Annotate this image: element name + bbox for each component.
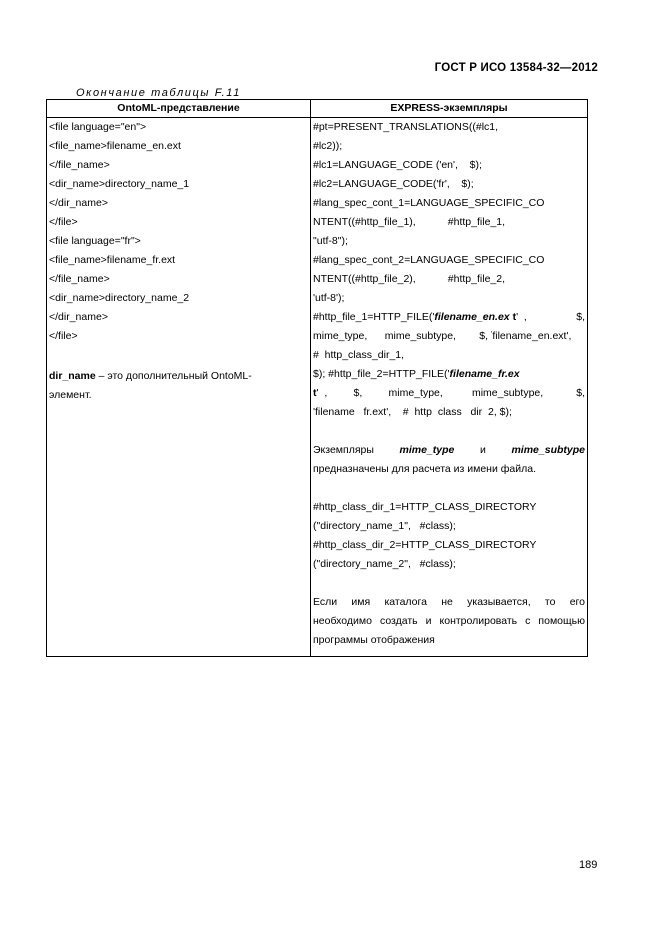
table-header-row xyxy=(47,100,588,118)
express-line: 'utf-8'); xyxy=(313,292,345,304)
express-sup: ' xyxy=(490,331,493,338)
express-line: #lang_spec_cont_1=LANGUAGE_SPECIFIC_CO xyxy=(313,197,545,209)
xml-line: </file_name> xyxy=(49,273,110,285)
mime-type-term: mime_type xyxy=(399,444,455,456)
express-text: ' , $, mime_type, mime_subtype, xyxy=(316,387,544,399)
express-line: NTENT((#http_file_1), #http_file_1, xyxy=(313,216,505,228)
express-line: "utf-8"); xyxy=(313,235,348,247)
express-line: #http_class_dir_2=HTTP_CLASS_DIRECTORY xyxy=(313,539,537,551)
xml-line: <file_name>filename_fr.ext xyxy=(49,254,176,266)
directory-note-line: Если имя каталога не указывается, то его xyxy=(313,596,585,608)
column-header-ontoml: OntoML-представление xyxy=(47,100,311,118)
ontoml-cell xyxy=(47,118,311,657)
page-number: 189 xyxy=(579,859,598,871)
note-text: – это дополнительный OntoML- xyxy=(95,370,252,382)
express-text: #http_file_1=HTTP_FILE(' xyxy=(313,311,435,323)
xml-line: <file language="en"> xyxy=(49,121,147,133)
express-line: NTENT((#http_file_2), #http_file_2, xyxy=(313,273,505,285)
express-text: mime_type, mime_subtype, $, xyxy=(313,330,491,342)
express-cell xyxy=(311,118,588,657)
express-line: #lang_spec_cont_2=LANGUAGE_SPECIFIC_CO xyxy=(313,254,545,266)
directory-note-line: необходимо создать и контролировать с помощью xyxy=(313,615,585,627)
xml-line: </file_name> xyxy=(49,159,110,171)
express-line: ("directory_name_2", #class); xyxy=(313,558,456,570)
express-line xyxy=(313,384,585,403)
express-line xyxy=(313,327,585,346)
express-text: $); #http_file_2=HTTP_FILE(' xyxy=(313,368,450,380)
express-text: $, xyxy=(576,311,585,323)
xml-line: <dir_name>directory_name_2 xyxy=(49,292,190,304)
express-line: #pt=PRESENT_TRANSLATIONS((#lc1, xyxy=(313,121,499,133)
filename-fr-emphasis: filename_fr.ex xyxy=(449,368,520,380)
express-text: filename_en.ext', xyxy=(492,330,572,342)
filename-en-emphasis: filename_en.ex xyxy=(434,311,510,323)
mime-note-text: и xyxy=(479,444,486,456)
express-text: t xyxy=(313,387,317,399)
express-line: 'filename fr.ext', # http class dir 2, $); xyxy=(313,406,512,418)
column-header-express: EXPRESS-экземпляры xyxy=(311,100,588,118)
directory-note-line: программы отображения xyxy=(313,634,435,646)
xml-line: </file> xyxy=(49,330,78,342)
xml-line: <dir_name>directory_name_1 xyxy=(49,178,190,190)
express-line: #lc2)); xyxy=(313,140,343,152)
mime-note-text: Экземпляры xyxy=(313,444,374,456)
note-term: dir_name xyxy=(49,370,96,382)
express-line xyxy=(313,308,585,327)
standard-designation: ГОСТ Р ИСО 13584-32—2012 xyxy=(434,62,598,74)
xml-line: <file language="fr"> xyxy=(49,235,141,247)
express-line: ("directory_name_1", #class); xyxy=(313,520,456,532)
mime-subtype-term: mime_subtype xyxy=(511,444,585,456)
mime-note-line: предназначены для расчета из имени файла. xyxy=(313,463,536,475)
express-text: ' , xyxy=(516,311,527,323)
express-line: # http_class_dir_1, xyxy=(313,349,405,361)
note-text-continued: элемент. xyxy=(49,389,92,401)
express-text: $, xyxy=(576,387,585,399)
xml-line: </file> xyxy=(49,216,78,228)
dir-name-note xyxy=(49,367,308,386)
xml-line: </dir_name> xyxy=(49,197,108,209)
express-line xyxy=(313,365,585,384)
express-line: #lc2=LANGUAGE_CODE('fr', $); xyxy=(313,178,474,190)
table-row xyxy=(47,118,588,657)
mime-note-line xyxy=(313,441,585,460)
express-line: #http_class_dir_1=HTTP_CLASS_DIRECTORY xyxy=(313,501,537,513)
express-line: #lc1=LANGUAGE_CODE ('en', $); xyxy=(313,159,482,171)
express-text: t xyxy=(509,311,517,323)
table-caption: Окончание таблицы F.11 xyxy=(76,87,241,99)
mapping-table xyxy=(46,99,588,657)
xml-line: <file_name>filename_en.ext xyxy=(49,140,181,152)
xml-line: </dir_name> xyxy=(49,311,108,323)
